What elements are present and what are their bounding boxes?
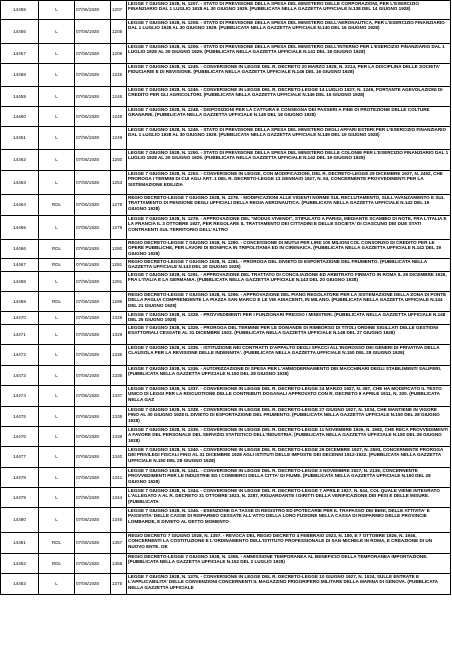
table-row xyxy=(1,345,451,366)
row-code: 1281 xyxy=(111,259,127,272)
row-date: 07/06/1928 xyxy=(75,292,111,312)
row-code: 1250 xyxy=(111,150,127,171)
row-date: 07/06/1928 xyxy=(75,345,111,366)
row-description: REGIO DECRETO-LEGGE 7 GIUGNO 1928, N. 1280. - CONCESSIONE DI MUTUI PER LIRE 100 MILIONI COL CONSORZIO DI CREDITO PER LE OPERE PUBBLICHE, PER LAVORI DI BONIFICA IN TRIPOLITANIA ED IN CIRENAICA. (PUBBLICATA NELLA GAZZETTA UFFICIALE N.142 DEL 19 GIUGNO 1928) xyxy=(127,240,451,259)
row-date: 07/06/1928 xyxy=(75,195,111,216)
row-description: LEGGE 7 GIUGNO 1928, N. 1338. - CONVERSIONE IN LEGGE DEL R. DECRETO-LEGGE 27 GIUGNO 1927, N. 1034, CHE MANTIENE IN VIGORE FINO AL 30 GIUGNO 1928 IL DIVIETO DI ESPORTAZIONE DEL FRUMENTO. (PUBBLICATA NELLA GAZZETTA UFFICIALE N.150 DEL 28 GIUGNO 1928) xyxy=(127,407,451,427)
row-description: LEGGE 7 GIUGNO 1928, N. 1253. - CONVERSIONE IN LEGGE, CON MODIFICAZIONI, DEL R. DECRETO-LEGGE 29 DICEMBRE 1927, N. 2452, CHE PROROGA I TERMINI DI CUI AGLI ART. 1 DEL R. DECRETO-LEGGE 13 GENNAIO 1927, N. 53, CONCERNENTE PROVVEDIMENTI PER LA SISTEMAZIONE EDILIZIA xyxy=(127,171,451,195)
row-number: 14477 xyxy=(1,447,39,468)
table-row xyxy=(1,44,451,64)
row-date: 07/06/1928 xyxy=(75,87,111,107)
row-description: LEGGE 7 GIUGNO 1928, N. 1329. - PROROGA DEL TERMINE PER LE DOMANDE DI RIMBORSO DI TITOLI ORDINE SIGILLATI DELLE GESTIONI ESATTORIALI CESSATE AL 31 DICEMBRE 1922. (PUBBLICATA NELLA GAZZETTA UFFICIALE N.148 DEL 27 GIUGNO 1928) xyxy=(127,325,451,345)
row-date: 07/06/1928 xyxy=(75,447,111,468)
row-code: 1296 xyxy=(111,292,127,312)
row-type: L xyxy=(39,216,75,240)
row-code: 1357 xyxy=(111,533,127,554)
row-number: 14479 xyxy=(1,488,39,508)
row-description: LEGGE 7 GIUGNO 1928, N. 1249. - STATO DI PREVISIONE DELLA SPESA DEL MINISTERO DEGLI AFFARI ESTERI PER L'ESERCIZIO FINANZIARIO DAL 1 LUGLIO 1928 AL 30 GIUGNO 1929. (PUBBLICATA NELLA GAZZETTA UFFICIALE N.149 DEL 19 GIUGNO 1928) xyxy=(127,127,451,150)
row-code: 1246 xyxy=(111,87,127,107)
row-code: 1329 xyxy=(111,325,127,345)
table-row xyxy=(1,1,451,20)
row-date: 07/06/1928 xyxy=(75,386,111,407)
row-date: 07/06/1928 xyxy=(75,171,111,195)
row-number: 14481 xyxy=(1,533,39,554)
table-row xyxy=(1,468,451,488)
row-description: LEGGE 7 GIUGNO 1928, N. 1341. - CONVERSIONE IN LEGGE DEL R. DECRETO-LEGGE 3 NOVEMBRE 1927, N. 2138, CONCERNENTE PROVVEDIMENTI PER LE INDUSTRIE ED I COMMERCI DELLA CITTA' DI FIUME. (PUBBLICATA NELLA GAZZETTA UFFICIALE N.150 DEL 28 GIUGNO 1928) xyxy=(127,468,451,488)
row-code: 1346 xyxy=(111,508,127,533)
row-code: 1207 xyxy=(111,1,127,20)
row-description: LEGGE 7 GIUGNO 1928, N. 1336. - AUTORIZZAZIONE DI SPESA PER L'AMMODERNAMENTO DEI MACCHINARI DEGLI STABILIMENTI SALIFERI. (PUBBLICATA NELLA GAZZETTA UFFICIALE N.150 DEL 28 GIUGNO 1928) xyxy=(127,366,451,386)
row-code: 1279 xyxy=(111,216,127,240)
row-code: 1253 xyxy=(111,171,127,195)
table-row xyxy=(1,366,451,386)
row-description: LEGGE 7 GIUGNO 1928, N. 1245. - CONVERSIONE IN LEGGE DEL R. DECRETO 20 MARZO 1928, N. 2214, PER LA DISCIPLINA DELLE SOCIETA' FIDUCIARIE E DI REVISIONE. (PUBBLICATA NELLA GAZZETTA UFFICIALE N.146 DEL 16 GIUGNO 1928) xyxy=(127,64,451,87)
row-type: L xyxy=(39,64,75,87)
row-code: 1208 xyxy=(111,20,127,44)
row-code: 1280 xyxy=(111,240,127,259)
table-row xyxy=(1,195,451,216)
row-number: 14482 xyxy=(1,554,39,574)
row-code: 1328 xyxy=(111,312,127,325)
row-type: RDL xyxy=(39,554,75,574)
row-date: 07/06/1928 xyxy=(75,240,111,259)
row-description: LEGGE 7 GIUGNO 1928, N. 1344. - CONVERSIONE IN LEGGE DEL R. DECRETO-LEGGE 7 APRILE 1927, N. 544, COL QUALE VIENE INTEGRATO L'ALLEGATO A AL R. DECRETO 31 OTTOBRE 1923, N. 2287, RIGUARDANTE I DIRITTI DELLA VERIFICAZIONE DEI PESI E DELLE MISURE. (PUBBLICATA xyxy=(127,488,451,508)
row-code: 1375 xyxy=(111,574,127,595)
row-date: 07/06/1928 xyxy=(75,20,111,44)
row-description: LEGGE 7 GIUGNO 1928, N. 1291. - APPROVAZIONE DEL TRATTATO DI CONCILIAZIONE ED ARBITRATO FIRMATO IN ROMA IL 29 DICEMBRE 1926, FRA L'ITALIA E LA GERMANIA. (PUBBLICATA NELLA GAZZETTA UFFICIALE N.143 DEL 20 GIUGNO 1928) xyxy=(127,272,451,292)
row-date: 07/06/1928 xyxy=(75,312,111,325)
row-date: 07/06/1928 xyxy=(75,1,111,20)
row-date: 07/06/1928 xyxy=(75,468,111,488)
row-type: L xyxy=(39,107,75,127)
row-date: 07/06/1928 xyxy=(75,44,111,64)
row-number: 14472 xyxy=(1,345,39,366)
row-number: 14468 xyxy=(1,272,39,292)
row-number: 14466 xyxy=(1,240,39,259)
table-row xyxy=(1,427,451,447)
row-description: LEGGE 7 GIUGNO 1928, N. 1328. - PROVVEDIMENTI PER I FUNZIONARI PRESSO I MINISTERI. (PUBBLICATA NELLA GAZZETTA UFFICIALE N.148 DEL 25 GIUGNO 1928) xyxy=(127,312,451,325)
row-code: 1291 xyxy=(111,272,127,292)
row-code: 1337 xyxy=(111,386,127,407)
row-date: 07/06/1928 xyxy=(75,366,111,386)
row-number: 14478 xyxy=(1,468,39,488)
row-date: 07/06/1928 xyxy=(75,216,111,240)
row-type: RDL xyxy=(39,195,75,216)
row-description: LEGGE 7 GIUGNO 1928, N. 1279. - APPROVAZIONE DEL "MODUS VIVENDI", STIPULATO A PARIGI, MEDIANTE SCAMBIO DI NOTE, FRA L'ITALIA E LA FRANCIA IL 3 OTTOBRE 1927, PER REGOLARE IL TRATTAMENTO DEI CITTADINI E DELLE SOCIETA' DI CIASCUNO DEI DUE STATI CONTRAENTI SUL TERRITORIO DELL'ALTRO xyxy=(127,216,451,240)
records-table-body xyxy=(1,1,451,595)
row-number: 14480 xyxy=(1,508,39,533)
row-number: 14474 xyxy=(1,386,39,407)
row-description: REGIO DECRETO-LEGGE 7 GIUGNO 1928, N. 1296. - APPROVAZIONE DEL PIANO REGOLATORE PER LA SISTEMAZIONE DELLA ZONA DI PONTE DELLA PAGLIA COMPRENDENTE LA PIAZZA SAN MARCO E LE VIE ADIACENTI, IN MILANO. (PUBBLICATA NELLA GAZZETTA UFFICIALE N.144 DEL 21 GIUGNO 1928) xyxy=(127,292,451,312)
row-type: RDL xyxy=(39,259,75,272)
row-number: 14462 xyxy=(1,150,39,171)
row-type: RDL xyxy=(39,292,75,312)
row-type: L xyxy=(39,325,75,345)
row-number: 14463 xyxy=(1,171,39,195)
table-row xyxy=(1,447,451,468)
table-row xyxy=(1,292,451,312)
row-number: 14461 xyxy=(1,127,39,150)
row-description: REGIO DECRETO-LEGGE 7 GIUGNO 1928, N. 1278. - MODIFICAZIONI ALLE VIGENTI NORME SUL RECLUTAMENTO, SULL'AVANZAMENTO E SUL TRATTAMENTO DI PENSIONE DEGLI UFFICIALI DELLA REGIA AERONAUTICA. (PUBBLICATA NELLA GAZZETTA UFFICIALE N.142 DEL 19 GIUGNO 1928) xyxy=(127,195,451,216)
row-type: L xyxy=(39,171,75,195)
table-row xyxy=(1,127,451,150)
row-code: 1335 xyxy=(111,345,127,366)
table-row xyxy=(1,107,451,127)
row-code: 1278 xyxy=(111,195,127,216)
row-type: L xyxy=(39,44,75,64)
row-code: 1344 xyxy=(111,488,127,508)
row-number: 14473 xyxy=(1,366,39,386)
row-code: 1341 xyxy=(111,468,127,488)
table-row xyxy=(1,407,451,427)
row-code: 1336 xyxy=(111,366,127,386)
row-type: L xyxy=(39,574,75,595)
table-row xyxy=(1,272,451,292)
row-number: 14470 xyxy=(1,312,39,325)
row-number: 14455 xyxy=(1,1,39,20)
table-row xyxy=(1,64,451,87)
table-row xyxy=(1,259,451,272)
row-type: L xyxy=(39,447,75,468)
row-description: LEGGE 7 GIUGNO 1928, N. 1346. - ESENZIONE DA TASSE DI REGISTRO ED IPOTECARIE PER IL TRAPASSO DEI BENI, DELLE ATTIVITA' E PASSIVITA' DELLE CASSE DI RISPARMIO CESSATE ALL'ATTO DELLA LORO FUSIONE NELLA CASSA DI RISPARMIO DELLE PROVINCIE LOMBARDE, E DIVIETO AL DETTO MOMENTO xyxy=(127,508,451,533)
table-row xyxy=(1,216,451,240)
row-description: LEGGE 7 GIUGNO 1928, N. 1337. - CONVERSIONE IN LEGGE DEL R. DECRETO-LEGGE 24 MARZO 1927, N. 387, CHE HA MODIFICATO IL TESTO UNICO DI LEGGI PER LA RISCUOTIONE DELLE CONTRIBUTI DOGANALI APPROVATO CON R. DECRETO 9 APRILE 1911, N. 330. (PUBBLICATA NELLA GAZ xyxy=(127,386,451,407)
row-number: 14476 xyxy=(1,427,39,447)
row-number: 14460 xyxy=(1,107,39,127)
row-date: 07/06/1928 xyxy=(75,325,111,345)
row-type: L xyxy=(39,87,75,107)
row-code: 1248 xyxy=(111,107,127,127)
row-type: L xyxy=(39,488,75,508)
row-type: RDL xyxy=(39,240,75,259)
row-date: 07/06/1928 xyxy=(75,150,111,171)
row-number: 14471 xyxy=(1,325,39,345)
row-description: LEGGE 7 GIUGNO 1928, N. 1340. - CONVERSIONE IN LEGGE DEL R. DECRETO-LEGGE 29 DICEMBRE 1927, N. 2593, CONCERNENTE PROROGA DEI PRIVILEGI FISCALI FINO AL 31 DICEMBRE 1928 AGLI ISTITUTI DELLE IMPOSTE DEI DECENNI 1912-1922. (PUBBLICATA NELLA GAZZETTA UFFICIALE N.150 DEL 28 GIUGNO 1928) xyxy=(127,447,451,468)
table-row xyxy=(1,325,451,345)
row-number: 14467 xyxy=(1,259,39,272)
table-row xyxy=(1,150,451,171)
row-number: 14469 xyxy=(1,292,39,312)
row-number: 14459 xyxy=(1,87,39,107)
row-description: REGIO DECRETO 7 GIUGNO 1928, N. 1357. - REVOCA DEL REGIO DECRETO 4 FEBBRAIO 1923, N. 180, E 7 OTTOBRE 1926, N. 1946, CONCERNENTI LA COSTITUZIONE E L'ORDINAMENTO DELL'ISTITUTO PROFESSIONALE DI SAN MICHELE IN ROMA, E CREAZIONE DI UN NUOVO ENTE. OE xyxy=(127,533,451,554)
table-row xyxy=(1,87,451,107)
row-date: 07/06/1928 xyxy=(75,64,111,87)
row-type: RDL xyxy=(39,533,75,554)
row-date: 07/06/1928 xyxy=(75,533,111,554)
row-code: 1340 xyxy=(111,447,127,468)
row-type: L xyxy=(39,407,75,427)
row-description: LEGGE 7 GIUGNO 1928, N. 1335. - ISTITUZIONE NEI CONTRATTI D'APPALTO DEGLI SPACCI ALL'INGROSSO DEI GENERI DI PRIVATIVA DELLA CLAUSOLA PER LA REVISIONE DELLE INDENNITA'. (PUBBLICATA NELLA GAZZETTA UFFICIALE N.150 DEL 28 GIUGNO 1928) xyxy=(127,345,451,366)
row-description: LEGGE 7 GIUGNO 1928, N. 1375. - CONVERSIONE IN LEGGE DEL R. DECRETO-LEGGE 10 GIUGNO 1927, N. 1024, SULLE ENTRATE E L'APPLICABILITA' DELLE CONVENZIONI CONCERNENTI IL MAGAZZINO FRIGORIFERO MILITARE DELLA MARINA DI GENOVA. (PUBBLICATA NELLA GAZZETTA UFFICIALE xyxy=(127,574,451,595)
row-date: 07/06/1928 xyxy=(75,259,111,272)
row-date: 07/06/1928 xyxy=(75,427,111,447)
row-number: 14465 xyxy=(1,216,39,240)
row-type: L xyxy=(39,20,75,44)
row-date: 07/06/1928 xyxy=(75,407,111,427)
table-row xyxy=(1,20,451,44)
row-type: L xyxy=(39,386,75,407)
row-code: 1245 xyxy=(111,64,127,87)
table-row xyxy=(1,574,451,595)
table-row xyxy=(1,533,451,554)
row-date: 07/06/1928 xyxy=(75,488,111,508)
table-row xyxy=(1,554,451,574)
row-date: 07/06/1928 xyxy=(75,127,111,150)
row-type: L xyxy=(39,366,75,386)
row-description: LEGGE 7 GIUGNO 1928, N. 1208. - STATO DI PREVISIONE DELLA SPESA DEL MINISTERO DELL'AERONAUTICA, PER L'ESERCIZIO FINANZIARIO DAL 1 LUGLIO 1928 AL 30 GIUGNO 1929. (PUBBLICATA NELLA GAZZETTA UFFICIALE N.140 DEL 16 GIUGNO 1928) xyxy=(127,20,451,44)
row-date: 07/06/1928 xyxy=(75,508,111,533)
table-row xyxy=(1,508,451,533)
row-code: 1339 xyxy=(111,427,127,447)
row-description: LEGGE 7 GIUGNO 1928, N. 1209. - STATO DI PREVISIONE DELLA SPESA DEL MINISTERO DELL'INTERNO PER L'ESERCIZIO FINANZIARIO DAL 1 LUGLIO 1928 AL 30 GIUGNO 1929. (PUBBLICATA NELLA GAZZETTA UFFICIALE N.141 DEL 18 GIUGNO 1928) xyxy=(127,44,451,64)
row-code: 1358 xyxy=(111,554,127,574)
row-number: 14464 xyxy=(1,195,39,216)
table-row xyxy=(1,312,451,325)
row-date: 07/06/1928 xyxy=(75,554,111,574)
row-type: L xyxy=(39,127,75,150)
table-row xyxy=(1,488,451,508)
row-type: L xyxy=(39,312,75,325)
row-type: L xyxy=(39,427,75,447)
row-type: L xyxy=(39,150,75,171)
row-number: 14456 xyxy=(1,20,39,44)
row-number: 14483 xyxy=(1,574,39,595)
row-number: 14457 xyxy=(1,44,39,64)
table-row xyxy=(1,386,451,407)
row-type: L xyxy=(39,468,75,488)
row-code: 1209 xyxy=(111,44,127,64)
row-description: LEGGE 7 GIUGNO 1928, N. 1246. - CONVERSIONE IN LEGGE DEL R. DECRETO-LEGGE 14 LUGLIO 1927, N. 1249, PORTANTE AGEVOLAZIONI DI CREDITO PER GLI AGRICOLTORI. (PUBBLICATA NELLA GAZZETTA UFFICIALE N.146 DEL 16 GIUGNO 1928) xyxy=(127,87,451,107)
row-type: L xyxy=(39,345,75,366)
row-description: LEGGE 7 GIUGNO 1928, N. 1339. - CONVERSIONE IN LEGGE DEL R. DECRETO-LEGGE 11 NOVEMBRE 1926, N. 1992, CHE RECA PROVVEDIMENTI A FAVORE DEL PERSONALE DEL SERVIZIO STATISTICO DELL'INDUSTRIA. (PUBBLICATA NELLA GAZZETTA UFFICIALE N.150 DEL 28 GIUGNO 1928) xyxy=(127,427,451,447)
table-row xyxy=(1,171,451,195)
row-type: L xyxy=(39,508,75,533)
row-date: 07/06/1928 xyxy=(75,107,111,127)
row-code: 1249 xyxy=(111,127,127,150)
row-description: REGIO DECRETO-LEGGE 7 GIUGNO 1928, N. 1281. - PROROGA DEL DIVIETO DI ESPORTAZIONE DEL FRUMENTO. (PUBBLICATA NELLA GAZZETTA UFFICIALE N.143 DEL 20 GIUGNO 1928) xyxy=(127,259,451,272)
row-number: 14475 xyxy=(1,407,39,427)
row-type: L xyxy=(39,1,75,20)
row-date: 07/06/1928 xyxy=(75,272,111,292)
row-number: 14458 xyxy=(1,64,39,87)
row-description: LEGGE 7 GIUGNO 1928, N. 1207. - STATO DI PREVISIONE DELLA SPESA DEL MINISTERO DELLE CORPORAZIONI, PER L'ESERCIZIO FINANZIARIO DAL 1 LUGLIO 1928 AL 30 GIUGNO 1929. (PUBBLICATA NELLA GAZZETTA UFFICIALE N.138 DEL 14 GIUGNO 1928) xyxy=(127,1,451,20)
table-row xyxy=(1,240,451,259)
row-description: REGIO DECRETO-LEGGE 7 GIUGNO 1928, N. 1358. - AMMISSIONE TEMPORANEA AL BENEFICIO DELLA TEMPORANEA IMPORTAZIONE. (PUBBLICATA NELLA GAZZETTA UFFICIALE N.152 DEL 2 LUGLIO 1928) xyxy=(127,554,451,574)
row-description: LEGGE 7 GIUGNO 1928, N. 1248. - DISPOSIZIONI PER LA CATTURA E CONSEGNA DEI PASSERI A FINE DI PROTEZIONE DELLE COLTURE GRANARIE. (PUBBLICATA NELLA GAZZETTA UFFICIALE N.149 DEL 18 GIUGNO 1928) xyxy=(127,107,451,127)
row-type: L xyxy=(39,272,75,292)
row-description: LEGGE 7 GIUGNO 1928, N. 1250. - STATO DI PREVISIONE DELLA SPESA DEL MINISTERO DELLE COLONIE PER L'ESERCIZIO FINANZIARIO DAL 1 LUGLIO 1928 AL 30 GIUGNO 1929. (PUBBLICATA NELLA GAZZETTA UFFICIALE N.142 DEL 19 GIUGNO 1928) xyxy=(127,150,451,171)
row-date: 07/06/1928 xyxy=(75,574,111,595)
row-code: 1338 xyxy=(111,407,127,427)
